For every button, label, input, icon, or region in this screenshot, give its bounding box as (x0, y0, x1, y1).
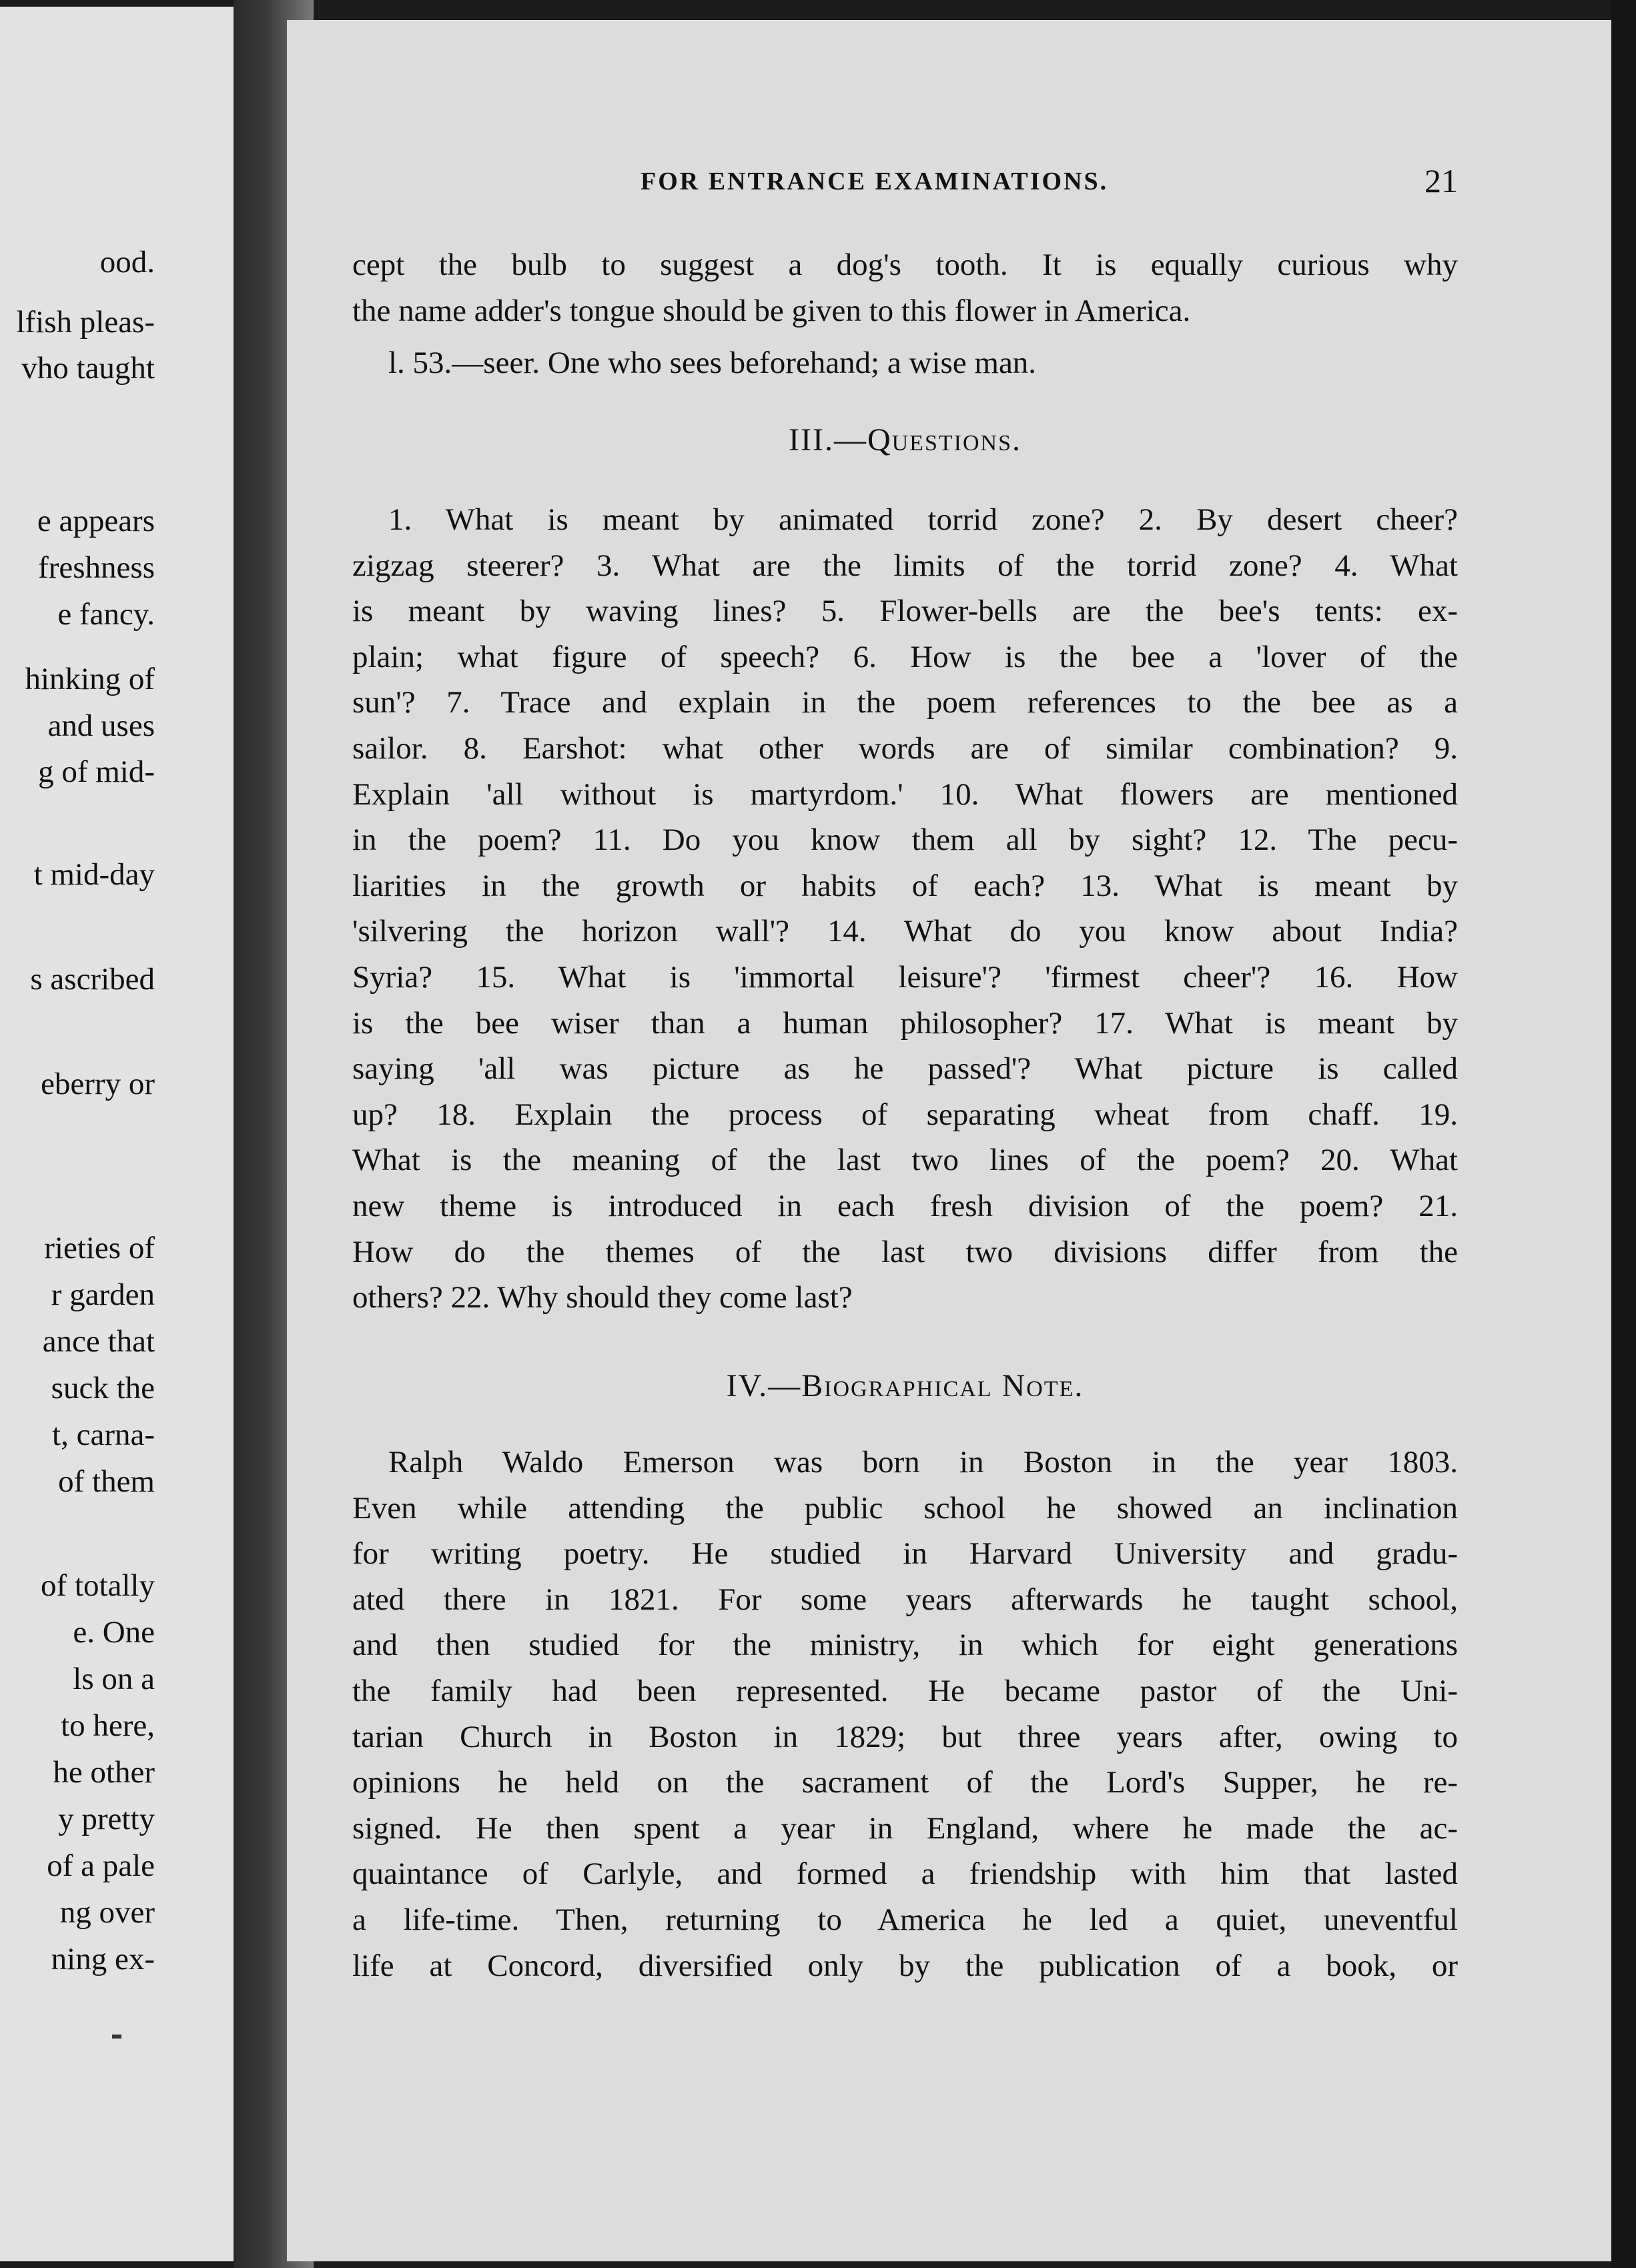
left-fragment: rieties of (44, 1231, 155, 1265)
left-fragment: ls on a (73, 1662, 155, 1696)
text-line: Even while attending the public school he showed an inclination (352, 1490, 1458, 1526)
questions-paragraph (352, 497, 1458, 1321)
left-fragment: lfish pleas- (16, 305, 155, 340)
biography-heading: IV.—Biographical Note. (726, 1368, 1084, 1403)
text-line: quaintance of Carlyle, and formed a friendship with him that lasted (352, 1856, 1458, 1892)
left-fragment: e. One (73, 1615, 155, 1650)
left-fragment: he other (53, 1755, 155, 1790)
line-note (352, 340, 1458, 386)
text-line: opinions he held on the sacrament of the Lord's Supper, he re- (352, 1765, 1458, 1800)
left-fragment: of them (58, 1464, 155, 1499)
left-fragment: of totally (41, 1568, 155, 1603)
text-line: up? 18. Explain the process of separating wheat from chaff. 19. (352, 1097, 1458, 1132)
text-line: Syria? 15. What is 'immortal leisure'? 'firmest cheer'? 16. How (352, 959, 1458, 995)
text-line: tarian Church in Boston in 1829; but three years after, owing to (352, 1719, 1458, 1754)
running-head: FOR ENTRANCE EXAMINATIONS. (641, 167, 1109, 195)
text-line: others? 22. Why should they come last? (352, 1280, 853, 1315)
text-line: new theme is introduced in each fresh division of the poem? 21. (352, 1188, 1458, 1223)
text-line: Explain 'all without is martyrdom.' 10. What flowers are mentioned (352, 776, 1458, 812)
left-fragment: suck the (51, 1371, 155, 1405)
left-fragment: t, carna- (52, 1418, 155, 1452)
text-line: plain; what figure of speech? 6. How is the bee a 'lover of the (352, 639, 1458, 674)
left-fragment: of a pale (47, 1848, 155, 1883)
text-line: 'silvering the horizon wall'? 14. What do you know about India? (352, 914, 1458, 949)
left-fragment: ng over (59, 1895, 155, 1930)
left-fragment: hinking of (25, 662, 155, 696)
left-fragment: to here, (61, 1708, 155, 1743)
text-line: a life-time. Then, returning to America he led a quiet, uneventful (352, 1902, 1458, 1937)
text-line: for writing poetry. He studied in Harvard University and gradu- (352, 1536, 1458, 1572)
text-line: life at Concord, diversified only by the publication of a book, or (352, 1948, 1458, 1983)
text-line: in the poem? 11. Do you know them all by sight? 12. The pecu- (352, 822, 1458, 858)
left-fragment: s ascribed (30, 962, 155, 997)
left-fragment: ance that (42, 1324, 155, 1359)
text-line: signed. He then spent a year in England, where he made the ac- (352, 1810, 1458, 1846)
left-fragment: e fancy. (57, 597, 155, 632)
text-line: cept the bulb to suggest a dog's tooth. It is equally curious why (352, 247, 1458, 282)
questions-heading: III.—Questions. (789, 422, 1021, 458)
text-line: ated there in 1821. For some years afterwards he taught school, (352, 1582, 1458, 1617)
text-line: l. 53.—seer. One who sees beforehand; a wise man. (388, 346, 1037, 380)
left-fragment: vho taught (21, 351, 155, 386)
scan-edge (1611, 0, 1636, 2268)
left-fragment: t mid-day (33, 857, 155, 892)
left-fragment: and uses (47, 708, 155, 743)
left-fragment: freshness (38, 550, 155, 585)
page-mark (112, 2035, 121, 2039)
left-fragment: r garden (51, 1277, 155, 1312)
left-fragment: y pretty (58, 1802, 155, 1836)
text-line: 1. What is meant by animated torrid zone? 2. By desert cheer? (388, 502, 1458, 537)
biography-paragraph (352, 1440, 1458, 1989)
left-fragment: g of mid- (38, 754, 155, 789)
text-line: Ralph Waldo Emerson was born in Boston in the year 1803. (388, 1445, 1458, 1480)
text-line: saying 'all was picture as he passed'? What picture is called (352, 1051, 1458, 1087)
text-line: sailor. 8. Earshot: what other words are of similar combination? 9. (352, 730, 1458, 766)
text-line: is meant by waving lines? 5. Flower-bells are the bee's tents: ex- (352, 594, 1458, 629)
left-fragment: ood. (99, 245, 155, 279)
text-line: How do the themes of the last two divisions differ from the (352, 1234, 1458, 1269)
left-fragment: e appears (37, 504, 155, 538)
text-line: sun'? 7. Trace and explain in the poem references to the bee as a (352, 685, 1458, 720)
left-page-edge (0, 7, 234, 2261)
page-number: 21 (1424, 162, 1458, 199)
text-line: and then studied for the ministry, in which for eight generations (352, 1628, 1458, 1663)
text-line: liarities in the growth or habits of each? 13. What is meant by (352, 868, 1458, 903)
left-fragment: eberry or (41, 1067, 155, 1101)
text-line: zigzag steerer? 3. What are the limits of the torrid zone? 4. What (352, 548, 1458, 583)
continued-paragraph (352, 242, 1458, 334)
text-line: the family had been represented. He became pastor of the Uni- (352, 1673, 1458, 1708)
left-fragment: ning ex- (51, 1942, 155, 1976)
text-line: What is the meaning of the last two lines of the poem? 20. What (352, 1143, 1458, 1178)
page-header (354, 161, 1458, 201)
text-line: the name adder's tongue should be given to this flower in America. (352, 293, 1191, 328)
text-line: is the bee wiser than a human philosopher? 17. What is meant by (352, 1005, 1458, 1041)
